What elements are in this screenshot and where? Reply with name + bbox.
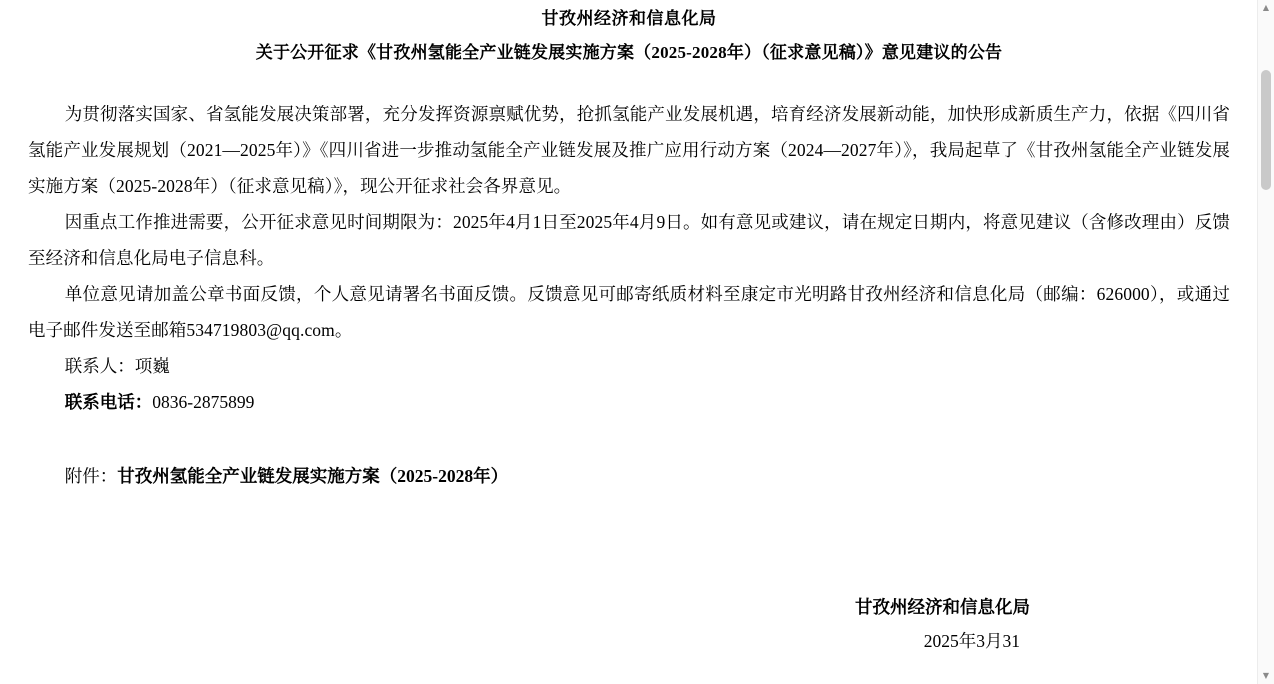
contact-person-line <box>28 348 1230 384</box>
contact-phone-line <box>28 384 1230 420</box>
paragraph-3: 单位意见请加盖公章书面反馈，个人意见请署名书面反馈。反馈意见可邮寄纸质材料至康定市光明路甘孜州经济和信息化局（邮编：626000），或通过电子邮件发送至邮箱534719803@qq.com。 <box>28 284 1230 340</box>
scrollbar-thumb[interactable] <box>1261 70 1271 190</box>
contact-phone-value: 0836-2875899 <box>152 392 255 412</box>
paragraph-2: 因重点工作推进需要，公开征求意见时间期限为：2025年4月1日至2025年4月9日。如有意见或建议，请在规定日期内，将意见建议（含修改理由）反馈至经济和信息化局电子信息科。 <box>28 212 1230 268</box>
attachment-line <box>28 458 1230 494</box>
signature-org: 甘孜州经济和信息化局 <box>855 597 1030 617</box>
scroll-up-arrow-icon[interactable]: ▲ <box>1262 3 1270 12</box>
document-org-title: 甘孜州经济和信息化局 <box>541 9 717 28</box>
vertical-scrollbar[interactable] <box>1257 0 1274 684</box>
attachment-name: 甘孜州氢能全产业链发展实施方案（2025-2028年） <box>117 466 509 486</box>
contact-person-label: 联系人： <box>64 356 135 376</box>
attachment-label: 附件： <box>64 466 118 486</box>
contact-phone-label: 联系电话： <box>64 392 153 412</box>
paragraph-1: 为贯彻落实国家、省氢能发展决策部署，充分发挥资源禀赋优势，抢抓氢能产业发展机遇，培育经济发展新动能，加快形成新质生产力，依据《四川省氢能产业发展规划（2021—2025年）》《四川省进一步推动氢能全产业链发展及推广应用行动方案（2024—2027年）》，我局起草了《甘孜州氢能全产业链发展实施方案（2025-2028年）（征求意见稿）》，现公开征求社会各界意见。 <box>28 104 1230 196</box>
signature-date: 2025年3月31 <box>923 631 1020 651</box>
scroll-down-arrow-icon[interactable]: ▼ <box>1262 671 1270 680</box>
contact-person-value: 项巍 <box>134 356 170 376</box>
document-title: 关于公开征求《甘孜州氢能全产业链发展实施方案（2025-2028年）（征求意见稿）》意见建议的公告 <box>255 43 1003 62</box>
signature-block <box>28 590 1230 658</box>
